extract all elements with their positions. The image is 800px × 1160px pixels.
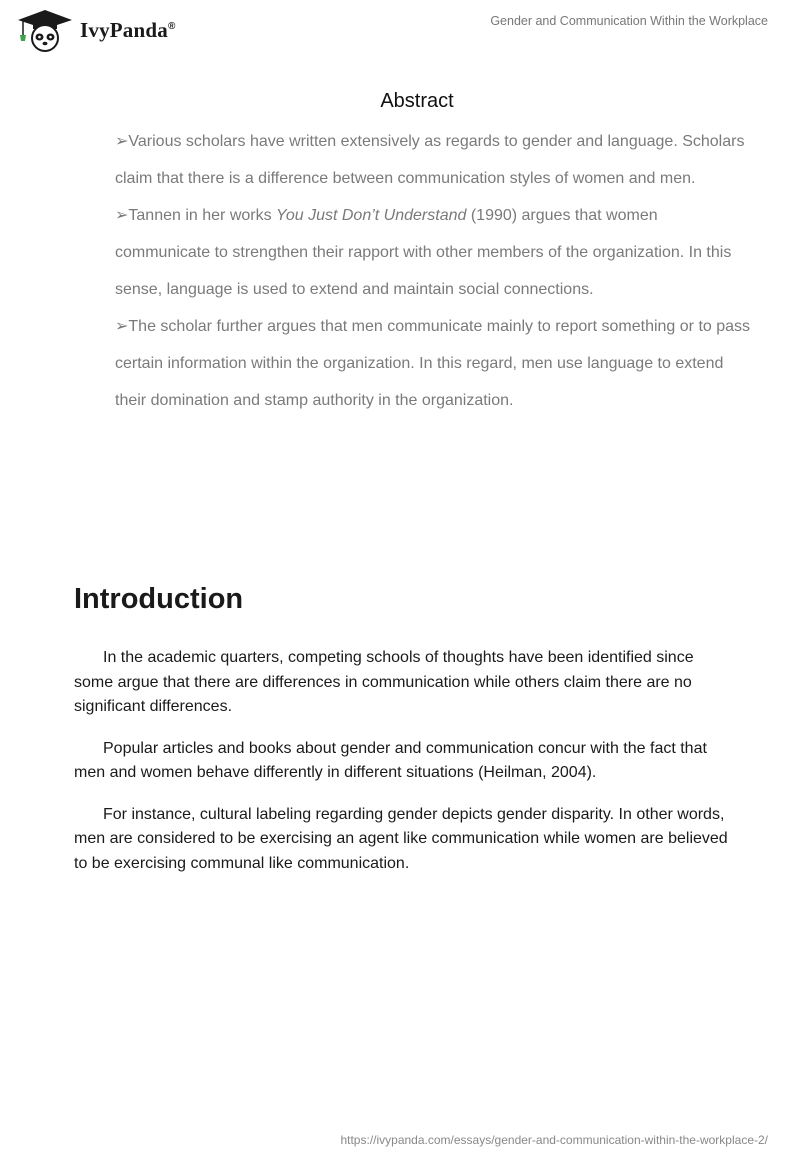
brand-name: IvyPanda® [80,17,176,42]
paragraph: In the academic quarters, competing schools of thoughts have been identified since some argue that there are differences in communication while others claim there are no significant differences. [74,649,694,715]
registered-mark: ® [167,20,176,32]
panda-logo-icon [14,8,76,52]
bullet-arrow-icon: ➢ [115,133,129,150]
bullet-arrow-icon: ➢ [115,207,129,224]
brand-logo[interactable] [14,8,176,52]
document-title: Gender and Communication Within the Workplace [490,14,768,28]
book-title: You Just Don’t Understand [276,207,467,224]
abstract-item: ➢Various scholars have written extensively as regards to gender and language. Scholars claim that there is a difference between communication styles of women and men. [115,133,745,187]
bullet-arrow-icon: ➢ [115,318,129,335]
introduction-heading: Introduction [74,583,244,615]
paragraph: Popular articles and books about gender and communication concur with the fact that men and women behave differently in different situations (Heilman, 2004). [74,739,707,781]
introduction-body [74,646,734,893]
abstract-item: ➢Tannen in her works You Just Don’t Understand (1990) argues that women communicate to strengthen their rapport with other members of the organization. In this sense, language is used to extend and maintain social connections. [115,207,732,298]
paragraph: For instance, cultural labeling regarding gender depicts gender disparity. In other words, men are considered to be exercising an agent like communication while women are believed to be exercising communal like communication. [74,805,728,872]
source-url-link[interactable]: https://ivypanda.com/essays/gender-and-communication-within-the-workplace-2/ [340,1133,768,1147]
abstract-item: ➢The scholar further argues that men communicate mainly to report something or to pass certain information within the organization. In this regard, men use language to extend their domination and stamp authority in the organization. [115,318,751,409]
abstract-title: Abstract [380,90,454,112]
abstract-list [115,123,755,419]
